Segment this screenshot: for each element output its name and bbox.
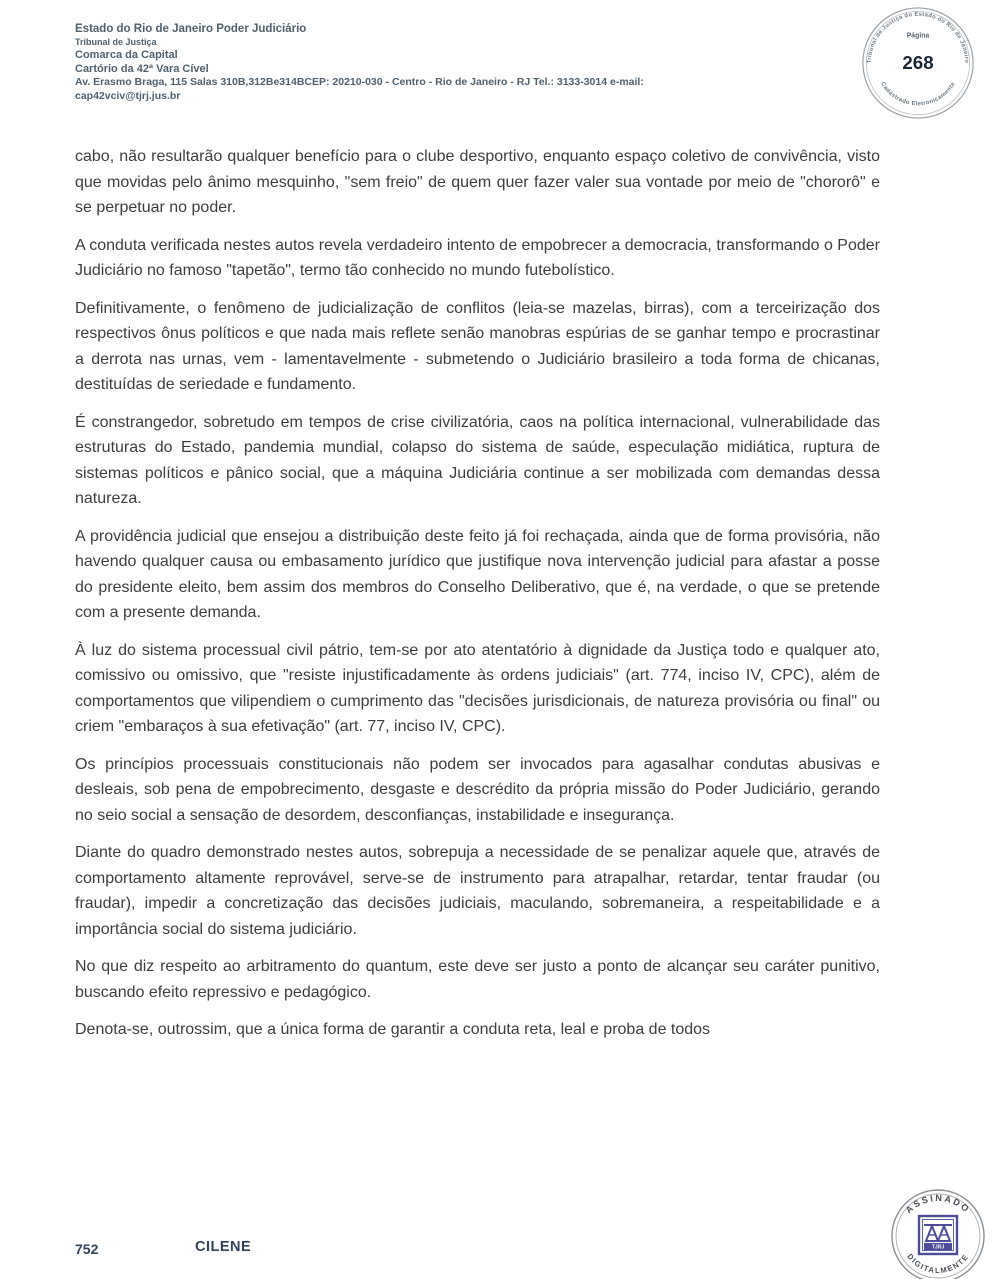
footer-process-number: 752: [75, 1241, 99, 1257]
letterhead-org: Estado do Rio de Janeiro Poder Judiciário: [75, 23, 307, 35]
letterhead-cartorio: Cartório da 42ª Vara Cível: [75, 63, 209, 76]
paragraph-5: A providência judicial que ensejou a distribuição deste feito já foi rechaçada, ainda que de forma provisória, não havendo qualquer causa ou embasamento jurídico que justifique nova intervenção judicial para afastar a posse do presidente eleito, bem assim dos membros do Conselho Deliberativo, que é, na verdade, o que se pretende com a presente demanda.: [75, 527, 880, 621]
stamp-top-arc-text: Tribunal de Justiça do Estado do Rio de Janeiro: [866, 11, 970, 64]
paragraph-2: A conduta verificada nestes autos revela verdadeiro intento de empobrecer a democracia, transformando o Poder Judiciário no famoso "tapetão", termo tão conhecido no mundo futebolístico.: [75, 236, 880, 279]
stamp-page-label: Página: [906, 32, 930, 40]
paragraph-4: É constrangedor, sobretudo em tempos de crise civilizatória, caos na política internacional, vulnerabilidade das estruturas do Estado, pandemia mundial, colapso do sistema de saúde, especulação midiática, ruptura de sistemas políticos e pânico social, que a máquina Judiciária continue a ser mobilizada com demandas dessa natureza.: [75, 413, 880, 507]
signature-emblem-caption: TJRJ: [931, 1244, 945, 1251]
signature-bottom-arc-text: DIGITALMENTE: [905, 1251, 971, 1276]
paragraph-6: À luz do sistema processual civil pátrio, tem-se por ato atentatório à dignidade da Justiça todo e qualquer ato, comissivo ou omissivo, que "resiste injustificadamente às ordens judiciais" (art. 774, inciso IV, CPC), além de comportamentos que vilipendiem o cumprimento das "decisões jurisdicionais, de natureza provisória ou final" ou criem "embaraços à sua efetivação" (art. 77, inciso IV, CPC).: [75, 641, 880, 735]
paragraph-10: Denota-se, outrossim, que a única forma de garantir a conduta reta, leal e proba de todos: [75, 1021, 711, 1038]
stamp-bottom-arc-text: Cadastrado Eletronicamente: [879, 81, 957, 108]
letterhead-address: Av. Erasmo Braga, 115 Salas 310B,312Be314BCEP: 20210-030 - Centro - Rio de Janeiro - RJ Tel.: 3133-3014 e-mail:: [75, 76, 644, 89]
digital-signature-stamp: [888, 1186, 988, 1279]
document-body: [75, 144, 880, 1055]
footer-name: CILENE: [195, 1239, 252, 1255]
paragraph-7: Os princípios processuais constitucionais não podem ser invocados para agasalhar condutas abusivas e desleais, sob pena de empobrecimento, desgaste e descrédito da própria missão do Poder Judiciário, gerando no seio social a sensação de desordem, desconfianças, instabilidade e insegurança.: [75, 755, 880, 824]
paragraph-1: cabo, não resultarão qualquer benefício para o clube desportivo, enquanto espaço coletivo de convivência, visto que movidas pelo ânimo mesquinho, "sem freio" de quem quer fazer valer sua vontade por meio de "chororô" e se perpetuar no poder.: [75, 148, 880, 216]
paragraph-9: No que diz respeito ao arbitramento do quantum, este deve ser justo a ponto de alcançar seu caráter punitivo, buscando efeito repressivo e pedagógico.: [75, 958, 880, 1001]
scales-of-justice-icon: [919, 1216, 957, 1254]
signature-top-arc-text: ASSINADO: [903, 1192, 973, 1216]
paragraph-3: Definitivamente, o fenômeno de judicialização de conflitos (leia-se mazelas, birras), com a terceirização dos respectivos ônus políticos e que nada mais reflete senão manobras espúrias de se ganhar tempo e procrastinar a derrota nas urnas, vem - lamentavelmente - submetendo o Judiciário brasileiro a toda forma de chicanas, destituídas de seriedade e fundamento.: [75, 299, 880, 393]
paragraph-8: Diante do quadro demonstrado nestes autos, sobrepuja a necessidade de se penalizar aquele que, através de comportamento altamente reprovável, serve-se de instrumento para atrapalhar, retardar, tentar fraudar (ou fraudar), impedir a concretização das decisões judiciais, maculando, sobremaneira, a respeitabilidade e a importância social do sistema judiciário.: [75, 844, 880, 938]
letterhead-court: Tribunal de Justiça: [75, 36, 157, 47]
letterhead: [75, 22, 644, 103]
page-number-stamp: [856, 2, 980, 124]
letterhead-comarca: Comarca da Capital: [75, 49, 178, 62]
letterhead-email: cap42vciv@tjrj.jus.br: [75, 89, 181, 102]
stamp-page-number: 268: [902, 51, 934, 73]
